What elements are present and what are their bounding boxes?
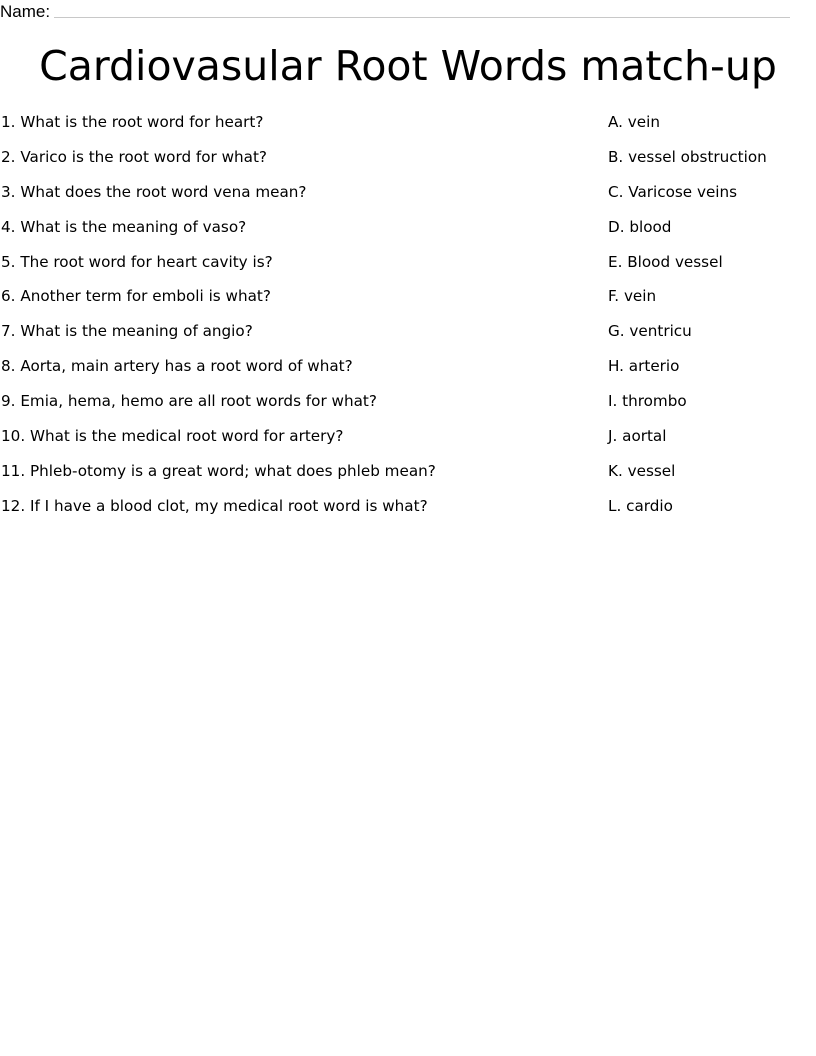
answer-item: G. ventricu	[608, 322, 692, 341]
question-list	[1, 111, 591, 530]
question-item: 8. Aorta, main artery has a root word of what?	[1, 357, 353, 376]
name-field-row	[0, 0, 790, 22]
answer-item: H. arterio	[608, 357, 680, 376]
answer-item: L. cardio	[608, 496, 673, 515]
name-label: Name:	[0, 2, 51, 21]
question-item: 3. What does the root word vena mean?	[1, 182, 307, 201]
question-item: 10. What is the medical root word for artery?	[1, 427, 344, 446]
question-item: 6. Another term for emboli is what?	[1, 287, 271, 306]
answer-item: K. vessel	[608, 461, 676, 480]
answer-item: F. vein	[608, 287, 657, 306]
answer-item: D. blood	[608, 217, 672, 236]
question-item: 9. Emia, hema, hemo are all root words for what?	[1, 392, 377, 411]
question-item: 5. The root word for heart cavity is?	[1, 252, 273, 271]
name-blank-line[interactable]	[54, 17, 790, 18]
question-item: 12. If I have a blood clot, my medical root word is what?	[1, 496, 428, 515]
question-item: 11. Phleb-otomy is a great word; what does phleb mean?	[1, 461, 436, 480]
answer-item: C. Varicose veins	[608, 182, 738, 201]
question-item: 1. What is the root word for heart?	[1, 113, 264, 131]
answer-item: B. vessel obstruction	[608, 147, 767, 166]
answer-list	[608, 111, 814, 530]
answer-item: I. thrombo	[608, 392, 687, 411]
answer-item: J. aortal	[608, 427, 667, 446]
answer-item: E. Blood vessel	[608, 252, 723, 271]
question-item: 7. What is the meaning of angio?	[1, 322, 253, 341]
answer-item: A. vein	[608, 113, 660, 131]
question-item: 4. What is the meaning of vaso?	[1, 217, 247, 236]
worksheet-title: Cardiovasular Root Words match-up	[39, 42, 777, 90]
question-item: 2. Varico is the root word for what?	[1, 147, 267, 166]
